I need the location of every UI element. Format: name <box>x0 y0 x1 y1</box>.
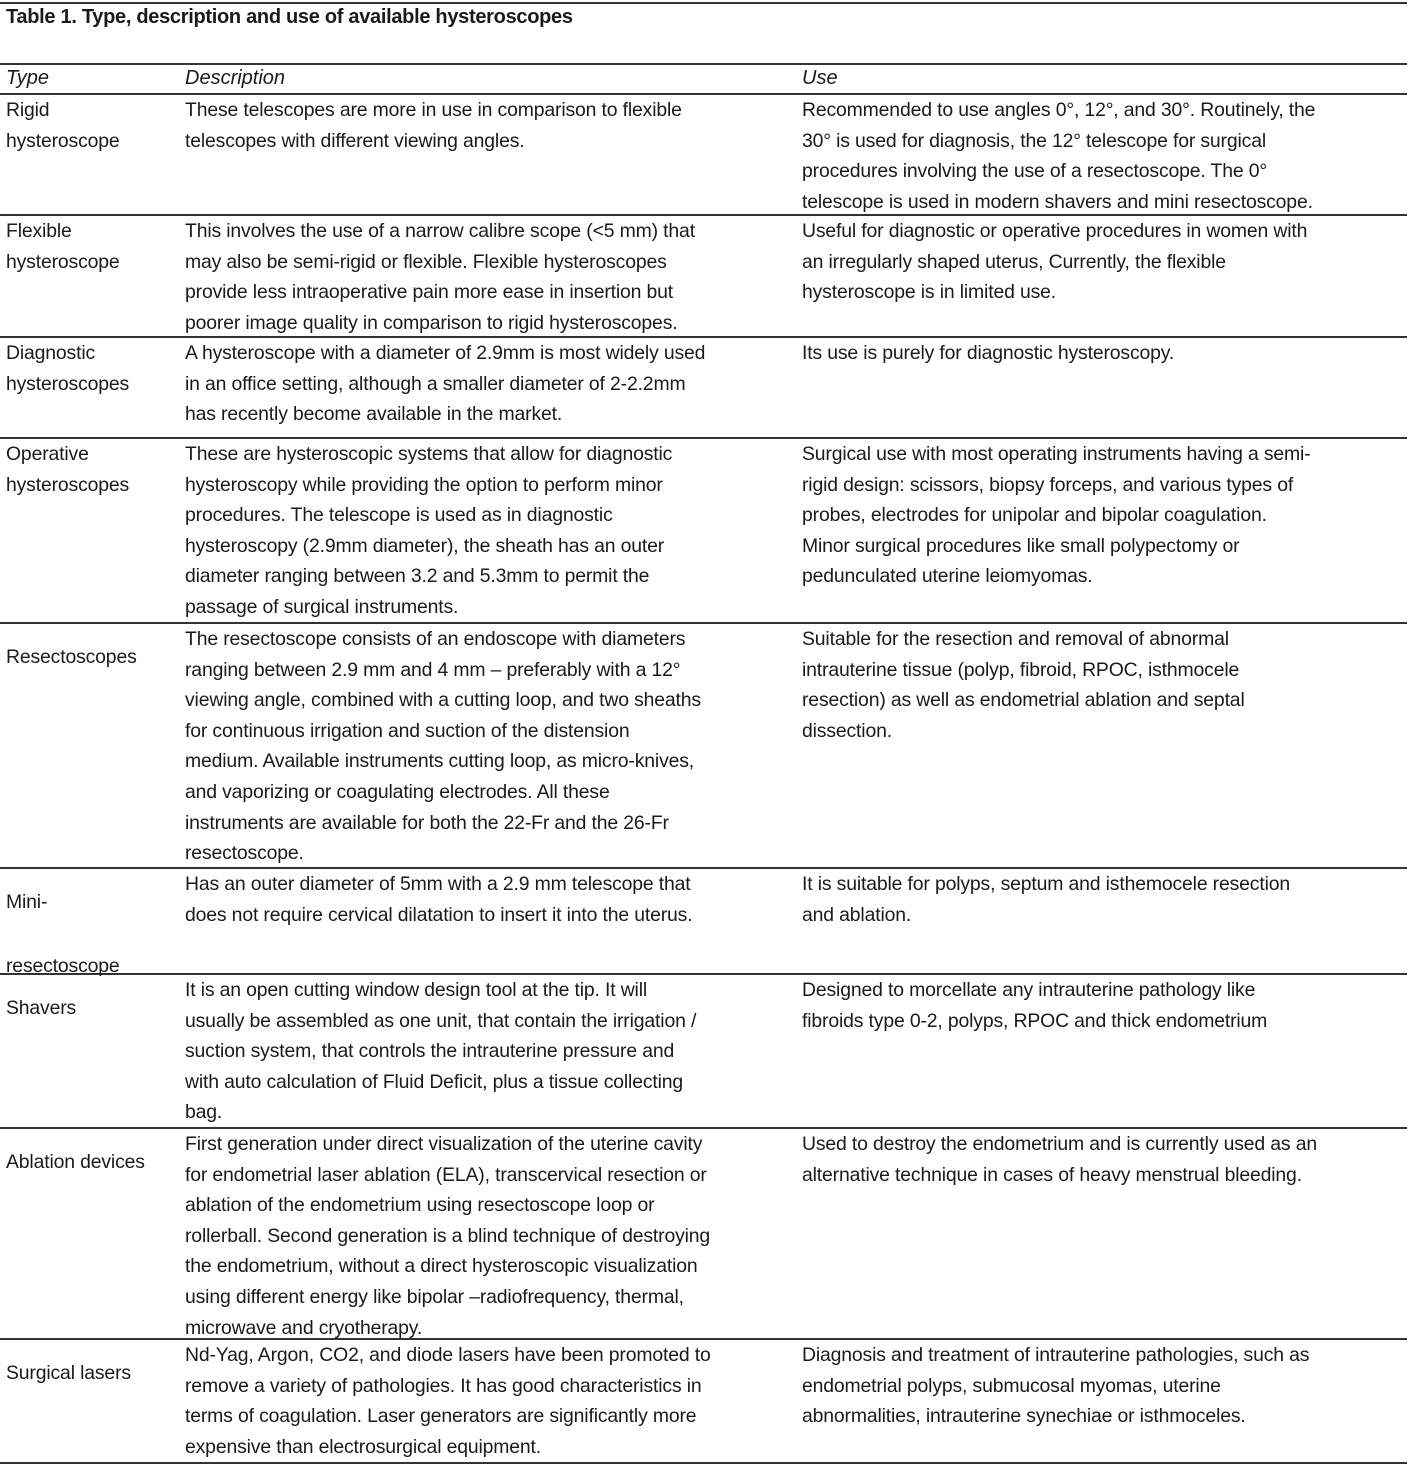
use-cell-line: Used to destroy the endometrium and is currently used as an <box>802 1133 1317 1155</box>
description-cell-line: in an office setting, although a smaller diameter of 2-2.2mm <box>185 372 686 395</box>
use-cell-line: Useful for diagnostic or operative procedures in women with <box>802 220 1308 242</box>
use-cell-line: procedures involving the use of a resectoscope. The 0° <box>802 160 1267 183</box>
description-cell-line: ablation of the endometrium using resectoscope loop or <box>185 1194 655 1217</box>
description-cell <box>185 975 797 1128</box>
use-cell-line: Minor surgical procedures like small polypectomy or <box>802 534 1240 557</box>
type-cell <box>6 338 178 399</box>
use-cell <box>802 216 1404 308</box>
use-cell <box>802 975 1404 1036</box>
table-row <box>0 1340 1407 1464</box>
description-cell-line: hysteroscopy (2.9mm diameter), the sheath has an outer <box>185 534 665 557</box>
use-cell <box>802 869 1404 930</box>
description-cell-line: medium. Available instruments cutting loop, as micro-knives, <box>185 750 695 773</box>
description-cell <box>185 869 797 930</box>
type-cell-line: hysteroscope <box>6 129 120 152</box>
table-row <box>0 95 1407 216</box>
use-cell <box>802 1129 1404 1190</box>
type-cell <box>6 1340 178 1389</box>
table-row <box>0 439 1407 624</box>
use-cell-line: Suitable for the resection and removal of abnormal <box>802 628 1229 650</box>
description-cell-line: First generation under direct visualization of the uterine cavity <box>185 1133 703 1155</box>
description-cell-line: Has an outer diameter of 5mm with a 2.9 mm telescope that <box>185 873 691 895</box>
use-cell-line: an irregularly shaped uterus, Currently, the flexible <box>802 250 1226 273</box>
description-cell-line: usually be assembled as one unit, that contain the irrigation / <box>185 1009 697 1032</box>
type-cell <box>6 1129 178 1178</box>
use-cell-line: telescope is used in modern shavers and mini resectoscope. <box>802 190 1313 213</box>
use-cell-line: It is suitable for polyps, septum and isthemocele resection <box>802 873 1291 895</box>
description-cell-line: A hysteroscope with a diameter of 2.9mm is most widely used <box>185 342 706 364</box>
use-cell <box>802 1340 1404 1432</box>
description-cell-line: These telescopes are more in use in comparison to flexible <box>185 99 682 121</box>
use-cell-line: Recommended to use angles 0°, 12°, and 30°. Routinely, the <box>802 99 1316 121</box>
table-row <box>0 216 1407 338</box>
description-cell <box>185 95 797 156</box>
table-row <box>0 869 1407 975</box>
use-cell-line: and ablation. <box>802 903 912 926</box>
use-cell-line: endometrial polyps, submucosal myomas, uterine <box>802 1374 1221 1397</box>
type-cell <box>6 95 178 156</box>
description-cell-line: hysteroscopy while providing the option to perform minor <box>185 473 663 496</box>
use-cell-line: alternative technique in cases of heavy menstrual bleeding. <box>802 1163 1302 1186</box>
description-cell-line: and vaporizing or coagulating electrodes. All these <box>185 780 610 803</box>
type-cell-line: Mini- <box>6 891 48 913</box>
description-cell-line: for endometrial laser ablation (ELA), transcervical resection or <box>185 1163 707 1186</box>
type-cell-line: hysteroscope <box>6 250 120 273</box>
use-cell-line: Designed to morcellate any intrauterine pathology like <box>802 979 1256 1001</box>
description-cell-line: poorer image quality in comparison to rigid hysteroscopes. <box>185 311 678 334</box>
type-cell <box>6 975 178 1024</box>
description-cell-line: bag. <box>185 1101 223 1124</box>
table-row <box>0 1129 1407 1340</box>
use-cell-line: fibroids type 0-2, polyps, RPOC and thick endometrium <box>802 1009 1268 1032</box>
description-cell-line: microwave and cryotherapy. <box>185 1316 423 1339</box>
use-cell-line: rigid design: scissors, biopsy forceps, and various types of <box>802 473 1294 496</box>
description-cell-line: This involves the use of a narrow calibre scope (<5 mm) that <box>185 220 695 242</box>
use-cell-line: dissection. <box>802 719 892 742</box>
table-row <box>0 975 1407 1129</box>
type-cell-line: Ablation devices <box>6 1151 145 1173</box>
description-cell-line: It is an open cutting window design tool at the tip. It will <box>185 979 648 1001</box>
type-cell <box>6 869 178 981</box>
header-use: Use <box>802 67 838 89</box>
use-cell-line: probes, electrodes for unipolar and bipolar coagulation. <box>802 504 1267 527</box>
description-cell-line: Nd-Yag, Argon, CO2, and diode lasers have been promoted to <box>185 1344 711 1366</box>
description-cell-line: remove a variety of pathologies. It has good characteristics in <box>185 1374 702 1397</box>
description-cell-line: the endometrium, without a direct hysteroscopic visualization <box>185 1255 698 1278</box>
description-cell <box>185 439 797 623</box>
use-cell-line: Diagnosis and treatment of intrauterine pathologies, such as <box>802 1344 1310 1366</box>
header-description: Description <box>185 67 286 89</box>
description-cell-line: procedures. The telescope is used as in diagnostic <box>185 504 613 527</box>
header-type: Type <box>6 67 49 89</box>
use-cell-line: 30° is used for diagnosis, the 12° telescope for surgical <box>802 129 1266 152</box>
description-cell-line: rollerball. Second generation is a blind technique of destroying <box>185 1224 711 1247</box>
description-cell-line: does not require cervical dilatation to insert it into the uterus. <box>185 903 693 926</box>
description-cell <box>185 1129 797 1343</box>
type-cell-line: hysteroscopes <box>6 372 130 395</box>
description-cell-line: with auto calculation of Fluid Deficit, plus a tissue collecting <box>185 1070 684 1093</box>
description-cell-line: has recently become available in the market. <box>185 403 563 426</box>
type-cell-line: Operative <box>6 443 89 465</box>
table-row <box>0 624 1407 869</box>
type-cell-line: resectoscope <box>6 954 120 977</box>
description-cell <box>185 338 797 430</box>
description-cell-line: instruments are available for both the 22-Fr and the 26-Fr <box>185 811 669 834</box>
description-cell-line: may also be semi-rigid or flexible. Flexible hysteroscopes <box>185 250 667 273</box>
description-cell-line: provide less intraoperative pain more ease in insertion but <box>185 281 674 304</box>
description-cell-line: These are hysteroscopic systems that allow for diagnostic <box>185 443 673 465</box>
top-rule <box>0 2 1407 4</box>
use-cell <box>802 439 1404 592</box>
description-cell-line: diameter ranging between 3.2 and 5.3mm to permit the <box>185 565 650 588</box>
description-cell-line: expensive than electrosurgical equipment. <box>185 1435 542 1458</box>
description-cell <box>185 216 797 338</box>
description-cell-line: terms of coagulation. Laser generators are significantly more <box>185 1405 697 1428</box>
use-cell <box>802 95 1404 217</box>
type-cell-line: Rigid <box>6 99 50 121</box>
use-cell-line: Its use is purely for diagnostic hysteroscopy. <box>802 342 1175 364</box>
description-cell-line: The resectoscope consists of an endoscope with diameters <box>185 628 686 650</box>
use-cell-line: Surgical use with most operating instruments having a semi- <box>802 443 1311 465</box>
description-cell-line: suction system, that controls the intrauterine pressure and <box>185 1040 675 1063</box>
use-cell <box>802 338 1404 369</box>
header-top-rule <box>0 63 1407 65</box>
type-cell <box>6 624 178 673</box>
description-cell <box>185 624 797 869</box>
type-cell-line: hysteroscopes <box>6 473 130 496</box>
type-cell-line: Flexible <box>6 220 72 242</box>
table-title: Table 1. Type, description and use of available hysteroscopes <box>6 6 573 28</box>
use-cell-line: resection) as well as endometrial ablation and septal <box>802 689 1245 712</box>
description-cell-line: resectoscope. <box>185 842 304 865</box>
type-cell <box>6 216 178 277</box>
type-cell-line: Diagnostic <box>6 342 96 364</box>
type-cell-line: Shavers <box>6 997 77 1019</box>
use-cell-line: abnormalities, intrauterine synechiae or isthmoceles. <box>802 1405 1246 1428</box>
type-cell-line: Surgical lasers <box>6 1362 131 1384</box>
use-cell-line: intrauterine tissue (polyp, fibroid, RPOC, isthmocele <box>802 658 1240 681</box>
description-cell-line: telescopes with different viewing angles. <box>185 129 525 152</box>
use-cell <box>802 624 1404 746</box>
description-cell-line: viewing angle, combined with a cutting loop, and two sheaths <box>185 689 701 712</box>
use-cell-line: pedunculated uterine leiomyomas. <box>802 565 1093 588</box>
description-cell <box>185 1340 797 1462</box>
description-cell-line: ranging between 2.9 mm and 4 mm – preferably with a 12° <box>185 658 681 681</box>
description-cell-line: for continuous irrigation and suction of the distension <box>185 719 630 742</box>
type-cell-line: Resectoscopes <box>6 646 137 668</box>
description-cell-line: using different energy like bipolar –radiofrequency, thermal, <box>185 1285 684 1308</box>
type-cell <box>6 439 178 500</box>
table-row <box>0 338 1407 439</box>
description-cell-line: passage of surgical instruments. <box>185 595 459 618</box>
use-cell-line: hysteroscope is in limited use. <box>802 281 1057 304</box>
